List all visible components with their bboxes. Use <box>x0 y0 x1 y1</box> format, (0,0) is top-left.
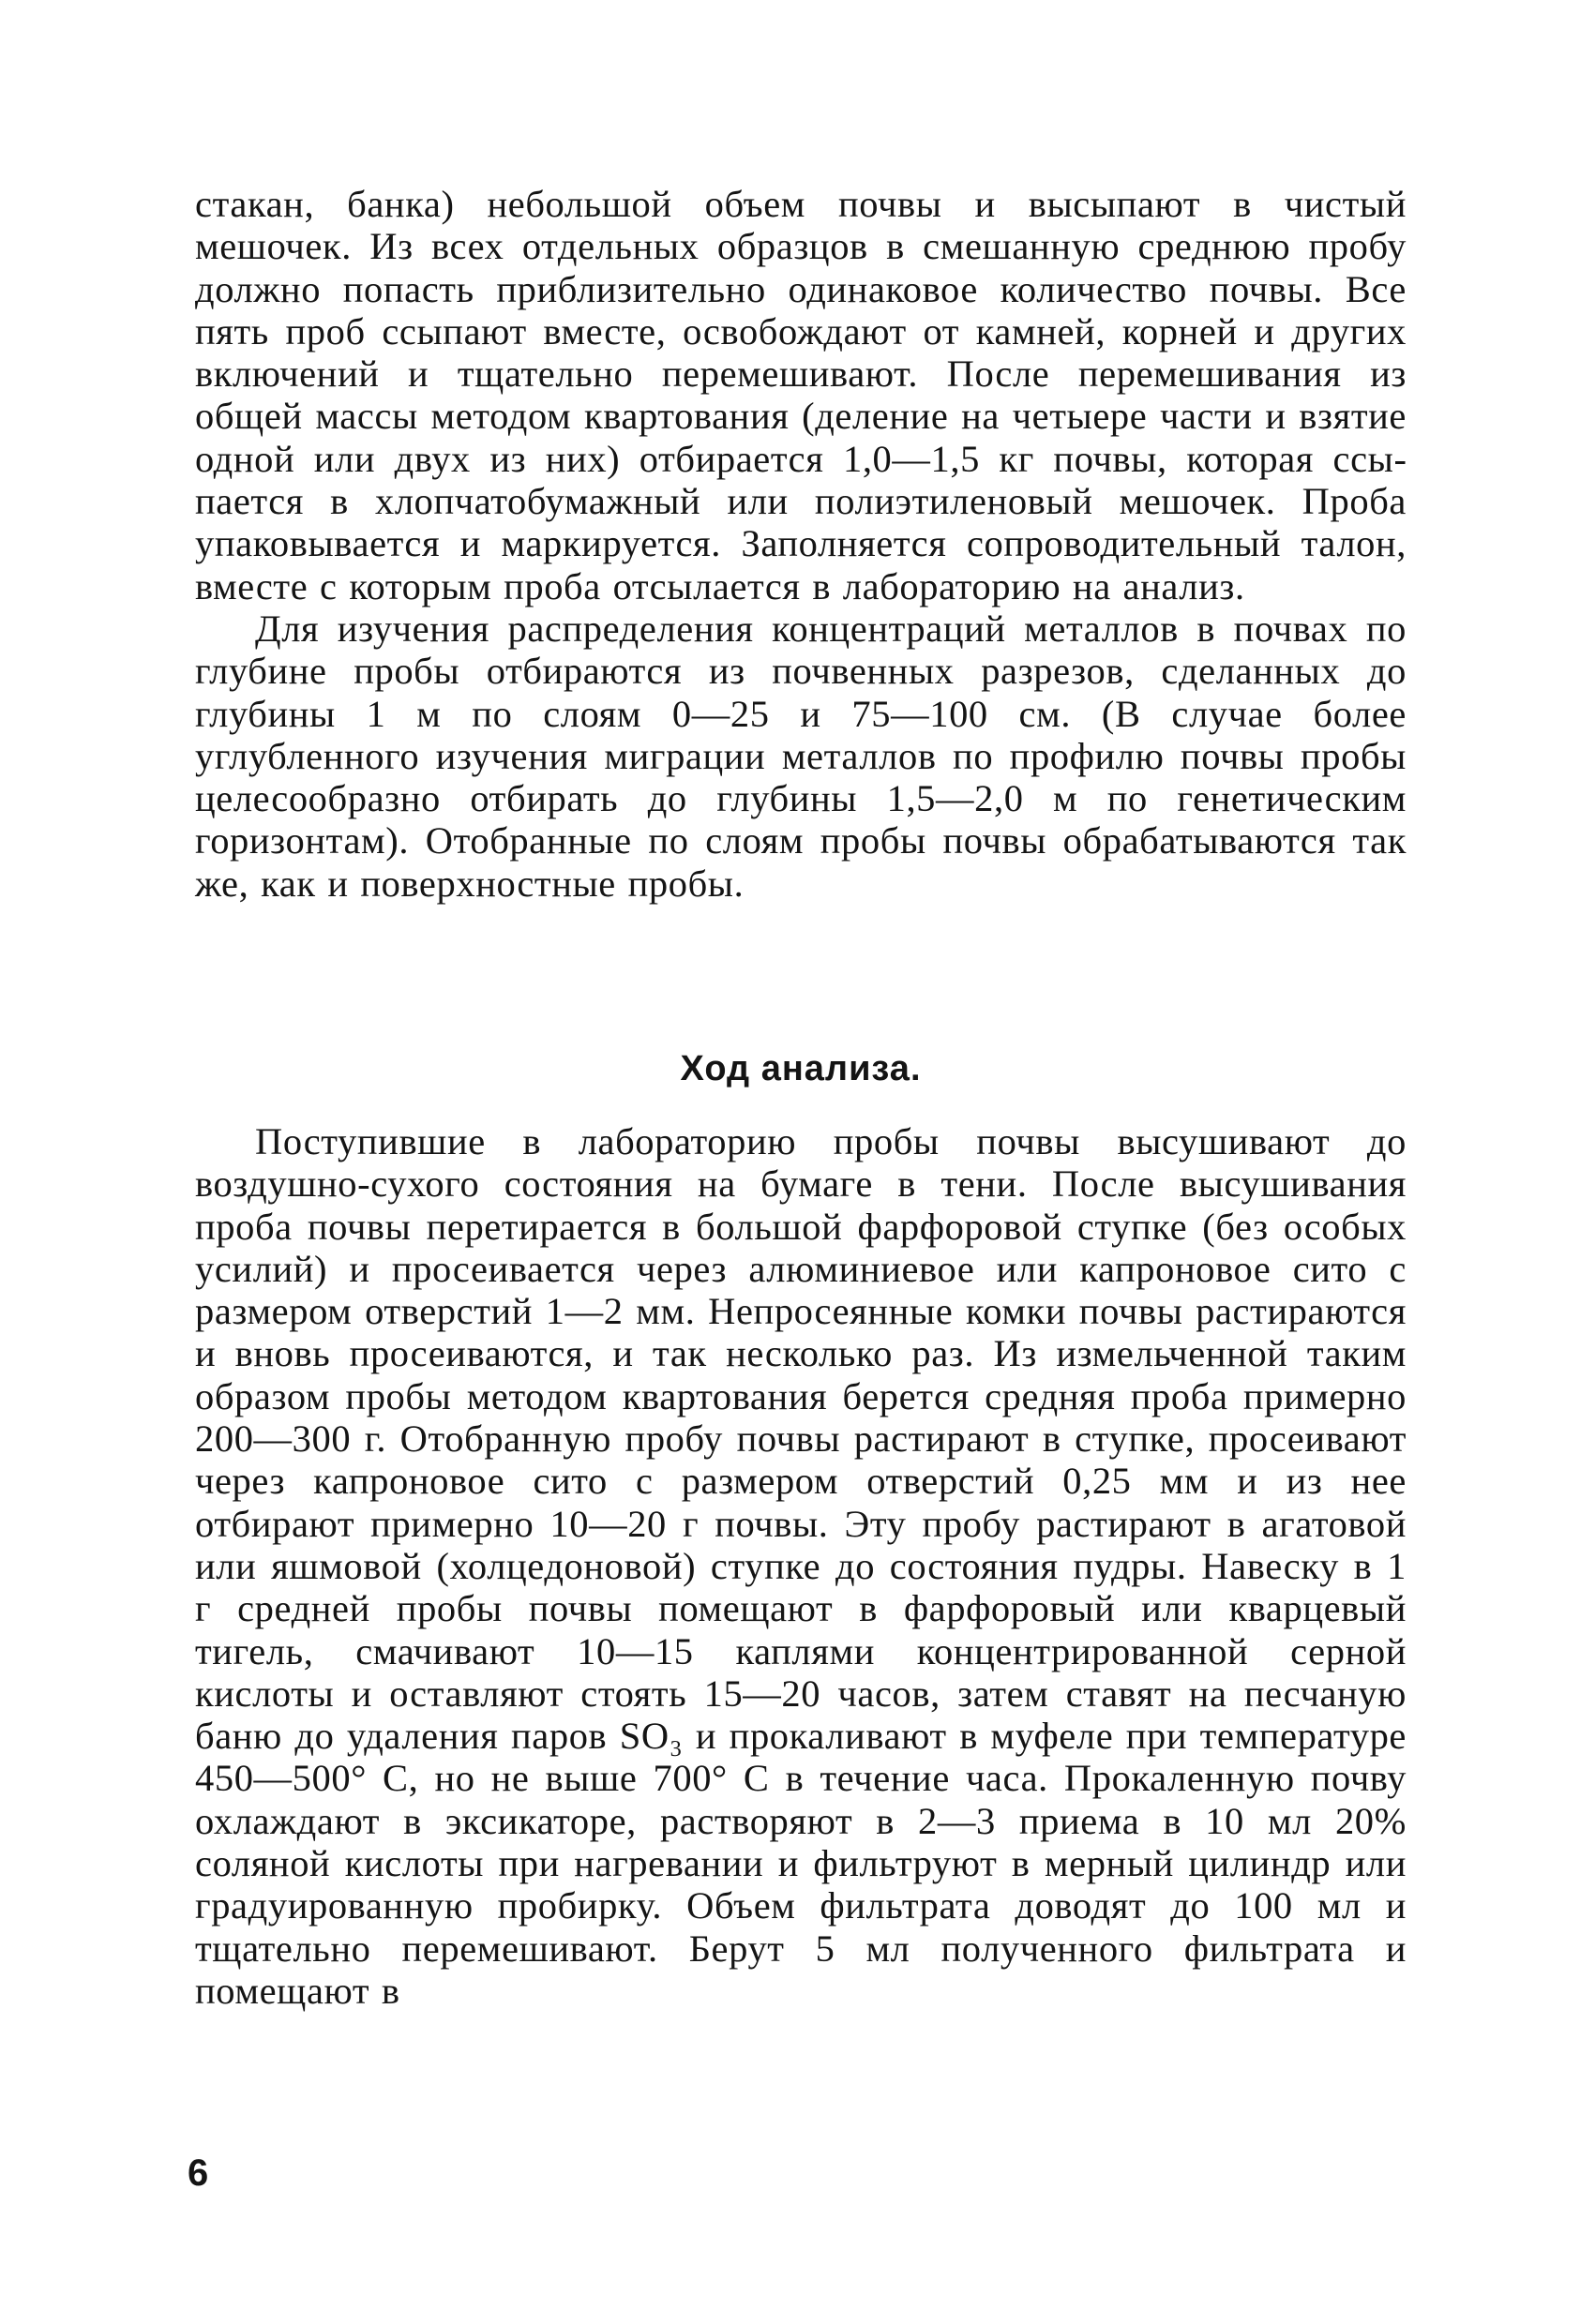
text-block-top <box>195 183 1407 905</box>
paragraph-depth-sampling: Для изучения распределения концентраций металлов в почвах по глубине пробы отбираются из почвенных разрезов, сделанных до глубины 1 м по слоям 0—25 и 75—100 см. (В случае более углубленного изучения миграции металлов по профилю почвы пробы целесообразно отбирать до глубины 1,5—2,0 м по генетическим горизонтам). Отобранные по слоям пробы почвы обрабатываются так же, как и поверхностные пробы. <box>195 607 1407 905</box>
paragraph-analysis-procedure: Поступившие в лабораторию пробы почвы высушивают до воздушно-сухого состояния на бумаге в тени. После высушивания проба почвы перетирается в большой фарфоровой ступке (без особых усилий) и просеивается через алюминиевое или капроновое сито с размером отверстий 1—2 мм. Непросеянные комки почвы растираются и вновь просеиваются, и так несколько раз. Из измельченной таким образом пробы методом квартования берется средняя проба примерно 200—300 г. Отобранную пробу почвы растирают в ступке, просеивают через капроновое сито с размером отверстий 0,25 мм и из нее отбирают примерно 10—20 г почвы. Эту пробу растирают в агатовой или яшмовой (холцедоновой) ступке до состояния пудры. Навеску в 1 г средней пробы почвы помещают в фарфоровый или кварцевый тигель, смачивают 10—15 каплями концентрированной серной кислоты и оставляют стоять 15—20 часов, затем ставят на песчаную баню до удаления паров SO₃ и прокаливают в муфеле при температуре 450—500° С, но не выше 700° С в течение часа. Прокаленную почву охлаждают в эксикаторе, растворяют в 2—3 приема в 10 мл 20% соляной кислоты при нагревании и фильтруют в мерный цилиндр или градуированную пробирку. Объем фильтрата доводят до 100 мл и тщательно перемешивают. Берут 5 мл полученного фильтрата и помещают в <box>195 1120 1407 2012</box>
page-number: 6 <box>188 2152 209 2194</box>
paragraph-sampling-continuation: стакан, банка) небольшой объем почвы и высыпают в чистый мешочек. Из всех отдельных образцов в смешанную среднюю пробу должно попасть приблизительно одинаковое количество почвы. Все пять проб ссыпают вместе, освобождают от камней, корней и других включений и тщательно перемешивают. После перемешивания из общей массы методом квартования (деление на четыере части и взятие одной или двух из них) отбирается 1,0—1,5 кг почвы, которая ссыпается в хлопчатобумажный или полиэтиленовый мешочек. Проба упаковывается и маркируется. Заполняется сопроводительный талон, вместе с которым проба отсылается в лабораторию на анализ. <box>195 183 1407 607</box>
section-heading: Ход анализа. <box>680 1049 922 1088</box>
text-block-bottom <box>195 1120 1407 2012</box>
